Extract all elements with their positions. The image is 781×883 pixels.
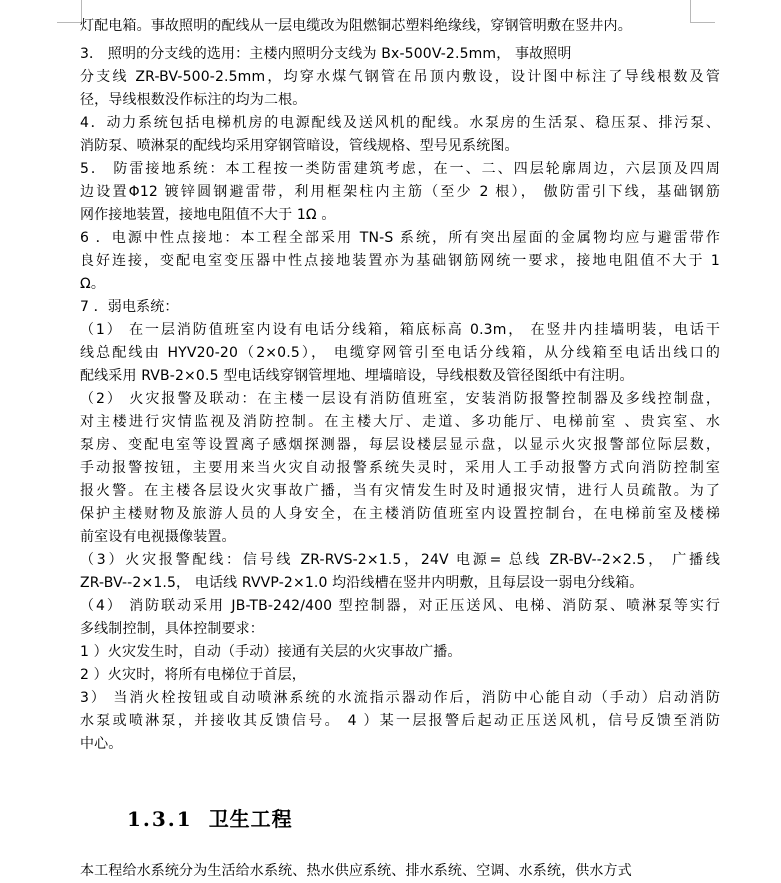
text-line: Ω。 [80, 276, 105, 292]
text-line: ZR-BV--2×1.5， 电话线 RVVP-2×1.0 均沿线槽在竖井内明敷，且每层设一弱电分线箱。 [80, 575, 644, 591]
text-line: 手动报警按钮，主要用来当火灾自动报警系统失灵时，采用人工手动报警方式向消防控制室 [80, 460, 720, 476]
text-line: 7 ．弱电系统： [80, 299, 179, 315]
text-line: 水泵或喷淋泵，并接收其反馈信号。 4 ）某一层报警后起动正压送风机，信号反馈至消防 [80, 713, 720, 729]
text-line: 前室设有电视摄像装置。 [80, 529, 236, 545]
text-line: 对主楼进行灾情监视及消防控制。在主楼大厅、走道、多功能厅、电梯前室 、贵宾室、水 [80, 414, 720, 430]
text-line: 3） 当消火栓按钮或自动喷淋系统的水流指示器动作后，消防中心能自动（手动）启动消防 [80, 690, 720, 706]
text-line: 消防泵、喷淋泵的配线均采用穿钢管暗设，管线规格、型号见系统图。 [80, 138, 519, 154]
text-line: （4） 消防联动采用 JB-TB-242/400 型控制器，对正压送风、电梯、消防泵、喷淋泵等实行 [80, 598, 720, 614]
text-line: 中心。 [80, 736, 123, 752]
text-line: （3）火灾报警配线：信号线 ZR-RVS-2×1.5，24V 电源= 总线 ZR-BV--2×2.5， 广播线 [80, 552, 720, 568]
section-heading [127, 804, 293, 834]
text-line: 边设置Φ12 镀锌圆钢避雷带，利用框架柱内主筋（至少 2 根）， 傲防雷引下线，基础钢筋 [80, 184, 720, 200]
text-line: 4．动力系统包括电梯机房的电源配线及送风机的配线。水泵房的生活泵、稳压泵、排污泵、 [80, 115, 720, 131]
section-title: 卫生工程 [208, 807, 293, 831]
text-line: （2） 火灾报警及联动：在主楼一层设有消防值班室，安装消防报警控制器及多线控制盘， [80, 391, 720, 407]
text-line: 5． 防雷接地系统：本工程按一类防雷建筑考虑，在一、二、四层轮廓周边，六层顶及四周 [80, 161, 720, 177]
top-left-corner-mark [57, 0, 82, 23]
text-line: 报火警。在主楼各层设火灾事故广播，当有灾情发生时及时通报灾情，进行人员疏散。为了 [80, 483, 720, 499]
text-line: 线总配线由 HYV20-20（2×0.5）， 电缆穿网管引至电话分线箱，从分线箱至电话出线口的 [80, 345, 720, 361]
text-line: 保护主楼财物及旅游人员的人身安全，在主楼消防值班室内设置控制台，在电梯前室及楼梯 [80, 506, 720, 522]
text-line: 灯配电箱。事故照明的配线从一层电缆改为阻燃铜芯塑料绝缘线，穿钢管明敷在竖井内。 [80, 18, 632, 34]
text-line: 径，导线根数没作标注的均为二根。 [80, 92, 307, 108]
partial-text-line: 本工程给水系统分为生活给水系统、热水供应系统、排水系统、空调、水系统，供水方式 [80, 863, 632, 879]
text-line: 2 ）火灾时，将所有电梯位于首层， [80, 667, 306, 683]
text-line: 分支线 ZR-BV-500-2.5mm，均穿水煤气钢管在吊顶内敷设，设计图中标注了导线根数及管 [80, 69, 720, 85]
text-line: 配线采用 RVB-2×0.5 型电话线穿钢管埋地、埋墙暗设，导线根数及管径图纸中有注明。 [80, 368, 634, 384]
text-line: 良好连接，变配电室变压器中性点接地装置亦为基础钢筋网统一要求，接地电阻值不大于 1 [80, 253, 720, 269]
text-line: 1 ）火灾发生时，自动（手动）接通有关层的火灾事故广播。 [80, 644, 462, 660]
text-line: 3． 照明的分支线的选用：主楼内照明分支线为 Bx-500V-2.5mm， 事故照明 [80, 46, 572, 62]
text-line: 泵房、变配电室等设置离子感烟探测器，每层设楼层显示盘，以显示火灾报警部位际层数， [80, 437, 720, 453]
text-line: 6 ．电源中性点接地：本工程全部采用 TN-S 系统，所有突出屋面的金属物均应与避雷带作 [80, 230, 720, 246]
text-line: 多线制控制，具体控制要求： [80, 621, 264, 637]
text-line: 网作接地装置，接地电阻值不大于 1Ω 。 [80, 207, 336, 223]
section-number: 1.3.1 [127, 807, 193, 831]
text-line: （1） 在一层消防值班室内设有电话分线箱，箱底标高 0.3m， 在竖井内挂墙明装，电话干 [80, 322, 720, 338]
